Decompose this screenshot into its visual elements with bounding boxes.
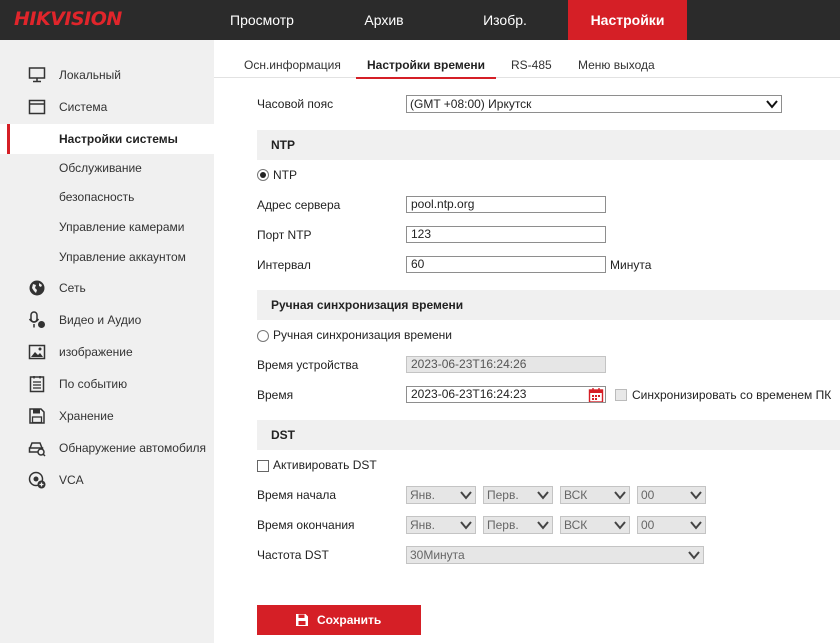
tab-rs485[interactable]: RS-485 [511,58,552,72]
interval-input[interactable]: 60 [406,256,606,273]
ntp-port-label: Порт NTP [257,228,312,242]
sidebar-item-label: Локальный [59,68,121,82]
save-button-label: Сохранить [317,613,382,627]
calendar-icon[interactable] [588,387,604,403]
dst-start-week-value: Перв. [487,488,519,502]
image-icon [28,343,46,361]
device-time-field: 2023-06-23T16:24:26 [406,356,606,373]
chevron-down-icon [614,520,626,530]
settings-tabs [214,40,840,78]
sidebar-item-label: По событию [59,377,128,391]
dst-end-hour-value: 00 [641,518,655,532]
sidebar-item-label: безопасность [59,190,135,204]
dst-end-day-value: ВСК [564,518,588,532]
time-input[interactable] [406,386,606,403]
sidebar-item-label: Управление аккаунтом [59,250,186,264]
hikvision-logo: HIKVISION [14,8,122,30]
sidebar-item-label: Система [59,100,108,114]
ntp-section-title: NTP [271,138,295,152]
sync-with-pc-checkbox[interactable] [615,389,627,401]
floppy-disk-icon [295,613,309,627]
chevron-down-icon [460,490,472,500]
sync-with-pc-label: Синхронизировать со временем ПК [632,388,832,402]
nav-image[interactable]: Изобр. [483,12,527,28]
vca-icon [28,471,46,489]
ntp-section-header [257,130,840,160]
sidebar-item-event[interactable] [0,369,214,399]
sidebar-item-label: Настройки системы [59,132,178,146]
dst-start-hour-value: 00 [641,488,655,502]
chevron-down-icon [537,490,549,500]
dst-end-month-select[interactable] [406,516,476,534]
sidebar-item-label: VCA [59,473,84,487]
globe-icon [28,279,46,297]
sidebar-item-account-management[interactable] [0,242,214,272]
dst-start-hour-select[interactable] [637,486,706,504]
enable-dst-label: Активировать DST [273,458,377,472]
ntp-radio-label: NTP [273,168,297,182]
sidebar-item-vca[interactable] [0,465,214,495]
time-label: Время [257,388,294,402]
time-value: 2023-06-23T16:24:23 [411,387,527,401]
nav-archive[interactable]: Архив [364,12,404,28]
tab-menu-output[interactable]: Меню выхода [578,58,655,72]
tab-basic-info[interactable]: Осн.информация [244,58,341,72]
nav-preview[interactable]: Просмотр [230,12,294,28]
manual-sync-section-title: Ручная синхронизация времени [271,298,464,312]
dst-frequency-select[interactable] [406,546,704,564]
sidebar-item-network[interactable] [0,273,214,303]
enable-dst-checkbox[interactable] [257,460,269,472]
sidebar-item-label: Управление камерами [59,220,185,234]
dst-section-header [257,420,840,450]
manual-sync-radio-label: Ручная синхронизация времени [273,328,452,342]
chevron-down-icon [614,490,626,500]
save-button[interactable] [257,605,421,635]
interval-unit: Минута [610,258,652,272]
manual-sync-radio[interactable] [257,330,269,342]
dst-frequency-value: 30Минута [410,548,465,562]
dst-start-month-value: Янв. [410,488,436,502]
sidebar [0,40,214,643]
sidebar-item-system-settings[interactable] [0,124,214,154]
manual-sync-section-header [257,290,840,320]
sidebar-item-security[interactable] [0,182,214,212]
sidebar-item-local[interactable] [0,60,214,90]
sidebar-item-label: изображение [59,345,133,359]
sidebar-item-video-audio[interactable] [0,305,214,335]
dst-end-week-select[interactable] [483,516,553,534]
dst-start-week-select[interactable] [483,486,553,504]
sidebar-item-vehicle-detection[interactable] [0,433,214,463]
chevron-down-icon [690,490,702,500]
sidebar-item-label: Обнаружение автомобиля [59,441,207,455]
dst-frequency-label: Частота DST [257,548,329,562]
chevron-down-icon [537,520,549,530]
dst-end-month-value: Янв. [410,518,436,532]
system-window-icon [28,98,46,116]
chevron-down-icon [690,520,702,530]
chevron-down-icon [460,520,472,530]
sidebar-item-label: Обслуживание [59,161,142,175]
dst-end-week-value: Перв. [487,518,519,532]
vehicle-detection-icon [28,439,46,457]
dst-section-title: DST [271,428,295,442]
device-time-label: Время устройства [257,358,359,372]
top-nav-bar [0,0,840,40]
sidebar-item-system[interactable] [0,92,214,122]
sidebar-item-storage[interactable] [0,401,214,431]
sidebar-item-label: Сеть [59,281,86,295]
server-address-input[interactable]: pool.ntp.org [406,196,606,213]
monitor-icon [28,66,46,84]
dst-start-day-select[interactable] [560,486,630,504]
dst-start-day-value: ВСК [564,488,588,502]
timezone-value: (GMT +08:00) Иркутск [410,97,532,111]
event-list-icon [28,375,46,393]
ntp-port-input[interactable]: 123 [406,226,606,243]
sidebar-item-label: Видео и Аудио [59,313,142,327]
nav-settings[interactable]: Настройки [568,0,687,40]
tab-time-settings[interactable]: Настройки времени [367,40,485,78]
dst-start-label: Время начала [257,488,337,502]
sidebar-item-maintenance[interactable] [0,153,214,183]
dst-end-hour-select[interactable] [637,516,706,534]
sidebar-item-label: Хранение [59,409,114,423]
server-address-label: Адрес сервера [257,198,341,212]
dst-end-label: Время окончания [257,518,355,532]
ntp-radio[interactable] [257,169,269,181]
interval-label: Интервал [257,258,311,272]
chevron-down-icon [766,99,778,109]
sidebar-item-camera-management[interactable] [0,212,214,242]
microphone-camera-icon [28,311,46,329]
floppy-disk-icon [28,407,46,425]
timezone-select[interactable] [406,95,782,113]
timezone-label: Часовой пояс [257,97,334,111]
dst-start-month-select[interactable] [406,486,476,504]
sidebar-item-image[interactable] [0,337,214,367]
chevron-down-icon [688,550,700,560]
dst-end-day-select[interactable] [560,516,630,534]
